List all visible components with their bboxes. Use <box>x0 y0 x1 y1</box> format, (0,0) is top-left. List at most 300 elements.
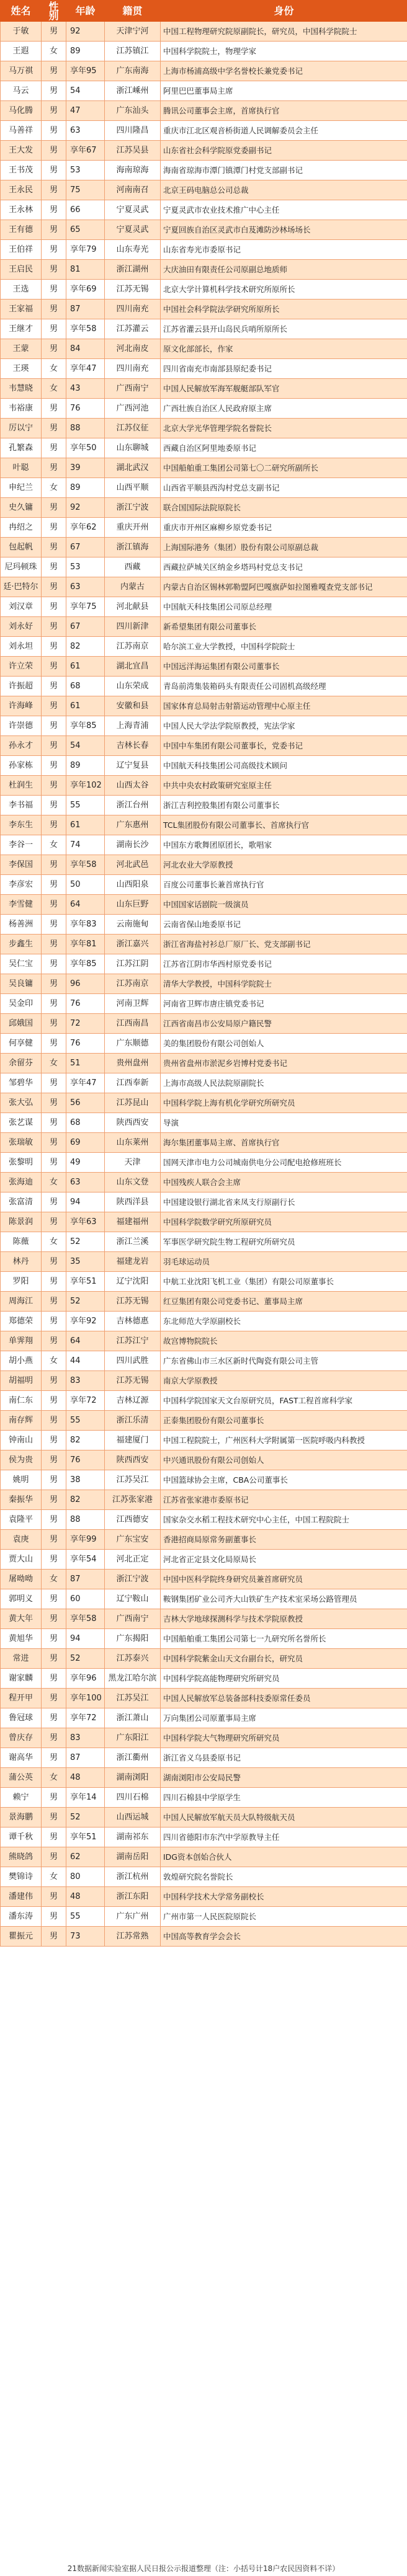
table-row <box>1 518 407 538</box>
cell-origin: 江苏江阴 <box>105 954 161 974</box>
cell-gender: 男 <box>42 319 66 339</box>
table-row <box>1 161 407 180</box>
table-row <box>1 1669 407 1689</box>
table-row <box>1 756 407 776</box>
cell-age: 68 <box>66 677 105 696</box>
cell-origin: 浙江宁波 <box>105 1570 161 1589</box>
table-row <box>1 577 407 597</box>
cell-name: 刘永坦 <box>1 637 42 657</box>
cell-gender: 女 <box>42 1232 66 1252</box>
cell-name: 许崇德 <box>1 716 42 736</box>
cell-name: 尼玛顿珠 <box>1 557 42 577</box>
cell-name: 于敏 <box>1 22 42 42</box>
cell-identity: 山东省社会科学院原党委副书记 <box>161 141 407 161</box>
cell-age: 享年54 <box>66 1550 105 1570</box>
source-footer: 21数据新闻实验室据人民日报公示报道整理（注：小括号计18户农民因资料不详） <box>0 2561 407 2576</box>
cell-age: 39 <box>66 458 105 478</box>
cell-name: 王永民 <box>1 180 42 200</box>
cell-identity: 香港招商局原常务副董事长 <box>161 1530 407 1550</box>
cell-origin: 吉林长春 <box>105 736 161 756</box>
cell-age: 享年96 <box>66 1669 105 1689</box>
cell-age: 76 <box>66 994 105 1014</box>
table-row <box>1 974 407 994</box>
cell-origin: 江苏南京 <box>105 974 161 994</box>
cell-gender: 女 <box>42 379 66 399</box>
table-row <box>1 1034 407 1054</box>
cell-identity: 四川省德阳市东汽中学原教导主任 <box>161 1828 407 1847</box>
cell-origin: 江苏无锡 <box>105 280 161 300</box>
cell-age: 享年92 <box>66 1312 105 1331</box>
table-row <box>1 1629 407 1649</box>
cell-gender: 男 <box>42 1629 66 1649</box>
cell-age: 73 <box>66 1927 105 1947</box>
cell-gender: 女 <box>42 835 66 855</box>
cell-gender: 男 <box>42 1371 66 1391</box>
header-origin: 籍贯 <box>105 1 161 22</box>
cell-gender: 男 <box>42 994 66 1014</box>
cell-age: 87 <box>66 300 105 319</box>
cell-gender: 男 <box>42 1133 66 1153</box>
cell-age: 47 <box>66 101 105 121</box>
cell-name: 黄旭华 <box>1 1629 42 1649</box>
cell-age: 52 <box>66 1649 105 1669</box>
cell-name: 潘建伟 <box>1 1887 42 1907</box>
cell-name: 袁庚 <box>1 1530 42 1550</box>
table-row <box>1 1530 407 1550</box>
cell-name: 邹碧华 <box>1 1073 42 1093</box>
cell-name: 何享健 <box>1 1034 42 1054</box>
cell-age: 94 <box>66 1629 105 1649</box>
cell-origin: 河北正定 <box>105 1550 161 1570</box>
cell-age: 享年62 <box>66 518 105 538</box>
cell-gender: 男 <box>42 1649 66 1669</box>
cell-identity: 江苏省灌云县开山岛民兵哨所原所长 <box>161 319 407 339</box>
cell-age: 享年79 <box>66 240 105 260</box>
cell-origin: 江苏泰兴 <box>105 1649 161 1669</box>
cell-age: 55 <box>66 1411 105 1431</box>
cell-name: 林丹 <box>1 1252 42 1272</box>
cell-age: 89 <box>66 42 105 61</box>
cell-origin: 江苏吴县 <box>105 141 161 161</box>
cell-age: 享年67 <box>66 141 105 161</box>
cell-identity: 中国中医科学院终身研究员兼首席研究员 <box>161 1570 407 1589</box>
cell-origin: 河北南皮 <box>105 339 161 359</box>
cell-age: 64 <box>66 1331 105 1351</box>
cell-identity: 万向集团公司原董事局主席 <box>161 1708 407 1728</box>
table-row <box>1 1887 407 1907</box>
cell-identity: 美的集团股份有限公司创始人 <box>161 1034 407 1054</box>
cell-name: 王书茂 <box>1 161 42 180</box>
cell-name: 程开甲 <box>1 1689 42 1708</box>
cell-gender: 男 <box>42 180 66 200</box>
table-row <box>1 1371 407 1391</box>
cell-gender: 男 <box>42 1252 66 1272</box>
header-name: 姓名 <box>1 1 42 22</box>
cell-origin: 四川南充 <box>105 359 161 379</box>
cell-age: 67 <box>66 538 105 557</box>
cell-name: 常进 <box>1 1649 42 1669</box>
table-row <box>1 280 407 300</box>
cell-name: 厉以宁 <box>1 419 42 438</box>
cell-origin: 西藏 <box>105 557 161 577</box>
table-row <box>1 458 407 478</box>
cell-gender: 女 <box>42 1570 66 1589</box>
cell-identity: 中国人民解放军航天员大队特级航天员 <box>161 1808 407 1828</box>
cell-origin: 河北献县 <box>105 597 161 617</box>
cell-identity: 中国中车集团有限公司董事长，党委书记 <box>161 736 407 756</box>
cell-age: 享年72 <box>66 1708 105 1728</box>
cell-identity: 正泰集团股份有限公司董事长 <box>161 1411 407 1431</box>
cell-age: 87 <box>66 1570 105 1589</box>
cell-origin: 江苏灌云 <box>105 319 161 339</box>
header-row <box>1 1 407 22</box>
cell-age: 享年72 <box>66 1391 105 1411</box>
table-row <box>1 1331 407 1351</box>
cell-origin: 浙江杭州 <box>105 1867 161 1887</box>
cell-origin: 广东阳江 <box>105 1728 161 1748</box>
cell-identity: 上海国际港务（集团）股份有限公司原副总裁 <box>161 538 407 557</box>
cell-name: 王蒙 <box>1 339 42 359</box>
cell-identity: 鞍钢集团矿业公司齐大山铁矿生产技术室采场公路管理员 <box>161 1589 407 1609</box>
cell-identity: 河北省正定县文化局原局长 <box>161 1550 407 1570</box>
table-row <box>1 1768 407 1788</box>
cell-gender: 男 <box>42 300 66 319</box>
cell-age: 43 <box>66 379 105 399</box>
cell-identity: 中国航天科技集团公司原总经理 <box>161 597 407 617</box>
cell-origin: 吉林辽源 <box>105 1391 161 1411</box>
cell-age: 享年47 <box>66 359 105 379</box>
cell-identity: 宁夏回族自治区灵武市白芨滩防沙林场场长 <box>161 220 407 240</box>
cell-gender: 男 <box>42 1550 66 1570</box>
cell-gender: 男 <box>42 1808 66 1828</box>
cell-age: 52 <box>66 1232 105 1252</box>
cell-name: 王永林 <box>1 200 42 220</box>
cell-origin: 河南南召 <box>105 180 161 200</box>
cell-origin: 江苏吴江 <box>105 1689 161 1708</box>
cell-age: 82 <box>66 1431 105 1450</box>
cell-identity: 哈尔滨工业大学教授，中国科学院院士 <box>161 637 407 657</box>
cell-gender: 男 <box>42 677 66 696</box>
cell-identity: 大庆油田有限责任公司原副总地质师 <box>161 260 407 280</box>
cell-age: 88 <box>66 419 105 438</box>
cell-origin: 江苏无锡 <box>105 1371 161 1391</box>
cell-gender: 女 <box>42 1768 66 1788</box>
cell-origin: 江西南昌 <box>105 1014 161 1034</box>
table-row <box>1 260 407 280</box>
cell-origin: 山西平顺 <box>105 478 161 498</box>
cell-age: 享年99 <box>66 1530 105 1550</box>
cell-age: 享年102 <box>66 776 105 796</box>
header-age: 年龄 <box>66 1 105 22</box>
table-row <box>1 796 407 815</box>
cell-origin: 江西奉新 <box>105 1073 161 1093</box>
table-row <box>1 1014 407 1034</box>
cell-identity: 中国工程物理研究院原副院长，研究员，中国科学院院士 <box>161 22 407 42</box>
cell-gender: 男 <box>42 1212 66 1232</box>
cell-identity: 中国科学技术大学常务副校长 <box>161 1887 407 1907</box>
cell-name: 马化腾 <box>1 101 42 121</box>
cell-gender: 男 <box>42 101 66 121</box>
cell-name: 李书福 <box>1 796 42 815</box>
cell-name: 瞿振元 <box>1 1927 42 1947</box>
cell-name: 王启民 <box>1 260 42 280</box>
cell-origin: 陕西西安 <box>105 1450 161 1470</box>
cell-identity: 中国建设银行湖北省来凤支行原副行长 <box>161 1193 407 1212</box>
cell-gender: 男 <box>42 399 66 419</box>
cell-name: 李保国 <box>1 855 42 875</box>
cell-name: 熊晓鸽 <box>1 1847 42 1867</box>
table-row <box>1 1510 407 1530</box>
cell-gender: 女 <box>42 42 66 61</box>
cell-age: 享年47 <box>66 1073 105 1093</box>
cell-gender: 男 <box>42 557 66 577</box>
table-row <box>1 200 407 220</box>
cell-age: 享年69 <box>66 280 105 300</box>
cell-gender: 男 <box>42 1689 66 1708</box>
table-row <box>1 1708 407 1728</box>
cell-identity: 山西省平顺县西沟村党总支副书记 <box>161 478 407 498</box>
cell-origin: 湖南长沙 <box>105 835 161 855</box>
cell-identity: 湖南浏阳市公安局民警 <box>161 1768 407 1788</box>
cell-identity: 国网天津市电力公司城南供电分公司配电抢修班班长 <box>161 1153 407 1173</box>
cell-name: 曾庆存 <box>1 1728 42 1748</box>
cell-gender: 男 <box>42 419 66 438</box>
cell-name: 王大发 <box>1 141 42 161</box>
table-row <box>1 617 407 637</box>
cell-gender: 男 <box>42 776 66 796</box>
cell-identity: 海尔集团董事局主席、首席执行官 <box>161 1133 407 1153</box>
cell-age: 53 <box>66 161 105 180</box>
cell-origin: 海南琼海 <box>105 161 161 180</box>
cell-gender: 男 <box>42 1450 66 1470</box>
cell-identity: 重庆市开州区麻柳乡原党委书记 <box>161 518 407 538</box>
cell-name: 杨善洲 <box>1 915 42 935</box>
table-row <box>1 1470 407 1490</box>
cell-age: 94 <box>66 1193 105 1212</box>
cell-identity: 中国科学院院士，物理学家 <box>161 42 407 61</box>
table-row <box>1 696 407 716</box>
cell-name: 屠呦呦 <box>1 1570 42 1589</box>
cell-name: 王继才 <box>1 319 42 339</box>
cell-identity: 中国人民解放军总装备部科技委原常任委员 <box>161 1689 407 1708</box>
table-row <box>1 1550 407 1570</box>
cell-name: 孙永才 <box>1 736 42 756</box>
cell-name: 王家福 <box>1 300 42 319</box>
cell-gender: 男 <box>42 974 66 994</box>
cell-identity: 浙江省海盐衬衫总厂原厂长、党支部副书记 <box>161 935 407 954</box>
cell-origin: 浙江东阳 <box>105 1887 161 1907</box>
table-row <box>1 240 407 260</box>
cell-gender: 男 <box>42 855 66 875</box>
table-row <box>1 22 407 42</box>
cell-name: 申纪兰 <box>1 478 42 498</box>
cell-gender: 男 <box>42 81 66 101</box>
cell-identity: 北京大学计算机科学技术研究所原所长 <box>161 280 407 300</box>
cell-age: 66 <box>66 200 105 220</box>
cell-name: 胡小燕 <box>1 1351 42 1371</box>
cell-origin: 福建龙岩 <box>105 1252 161 1272</box>
cell-identity: 浙江省义乌县委原书记 <box>161 1748 407 1768</box>
cell-gender: 男 <box>42 736 66 756</box>
cell-age: 75 <box>66 180 105 200</box>
cell-identity: 中国科学院国家天文台原研究员，FAST工程首席科学家 <box>161 1391 407 1411</box>
table-row <box>1 657 407 677</box>
cell-gender: 男 <box>42 597 66 617</box>
cell-age: 89 <box>66 756 105 776</box>
cell-identity: 中国国家话剧院一级演员 <box>161 895 407 915</box>
table-row <box>1 319 407 339</box>
cell-name: 韦慧晓 <box>1 379 42 399</box>
cell-gender: 男 <box>42 1748 66 1768</box>
cell-origin: 陕西洋县 <box>105 1193 161 1212</box>
cell-origin: 四川武胜 <box>105 1351 161 1371</box>
cell-origin: 山东荣成 <box>105 677 161 696</box>
cell-origin: 黑龙江哈尔滨 <box>105 1669 161 1689</box>
cell-gender: 男 <box>42 1292 66 1312</box>
cell-origin: 福建福州 <box>105 1212 161 1232</box>
cell-gender: 男 <box>42 1828 66 1847</box>
cell-identity: 中国远洋海运集团有限公司董事长 <box>161 657 407 677</box>
table-row <box>1 1391 407 1411</box>
cell-gender: 男 <box>42 756 66 776</box>
cell-age: 76 <box>66 1034 105 1054</box>
cell-identity: 海南省琼海市潭门镇潭门村党支部副书记 <box>161 161 407 180</box>
table-row <box>1 1867 407 1887</box>
cell-identity: 中国人民大学法学院原教授，宪法学家 <box>161 716 407 736</box>
cell-name: 谭千秋 <box>1 1828 42 1847</box>
cell-identity: 河南省卫辉市唐庄镇党委书记 <box>161 994 407 1014</box>
cell-origin: 山东聊城 <box>105 438 161 458</box>
cell-gender: 男 <box>42 1431 66 1450</box>
table-row <box>1 1153 407 1173</box>
cell-origin: 重庆开州 <box>105 518 161 538</box>
cell-identity: 中国篮球协会主席，CBA公司董事长 <box>161 1470 407 1490</box>
cell-name: 马万祺 <box>1 61 42 81</box>
cell-gender: 男 <box>42 637 66 657</box>
cell-name: 陈薇 <box>1 1232 42 1252</box>
cell-age: 64 <box>66 895 105 915</box>
table-row <box>1 1113 407 1133</box>
cell-name: 李彦宏 <box>1 875 42 895</box>
table-row <box>1 1748 407 1768</box>
cell-origin: 云南施甸 <box>105 915 161 935</box>
cell-age: 56 <box>66 1093 105 1113</box>
cell-gender: 男 <box>42 1669 66 1689</box>
cell-identity: 四川省南充市南部县原纪委书记 <box>161 359 407 379</box>
cell-identity: 中航工业沈阳飞机工业（集团）有限公司原董事长 <box>161 1272 407 1292</box>
cell-gender: 男 <box>42 1907 66 1927</box>
cell-origin: 山东莱州 <box>105 1133 161 1153</box>
cell-gender: 男 <box>42 1113 66 1133</box>
cell-identity: 中国东方歌舞团原团长，歌唱家 <box>161 835 407 855</box>
cell-name: 胡福明 <box>1 1371 42 1391</box>
cell-identity: 吉林大学地球探测科学与技术学院原教授 <box>161 1609 407 1629</box>
table-row <box>1 478 407 498</box>
cell-gender: 男 <box>42 1708 66 1728</box>
cell-origin: 广西河池 <box>105 399 161 419</box>
cell-identity: 贵州省盘州市淤泥乡岩博村党委书记 <box>161 1054 407 1073</box>
cell-identity: 江苏省江阴市华西村原党委书记 <box>161 954 407 974</box>
table-row <box>1 875 407 895</box>
cell-gender: 男 <box>42 339 66 359</box>
cell-name: 郑德荣 <box>1 1312 42 1331</box>
cell-identity: 四川石棉县中学原学生 <box>161 1788 407 1808</box>
cell-age: 63 <box>66 121 105 141</box>
cell-origin: 四川南充 <box>105 300 161 319</box>
cell-origin: 吉林德惠 <box>105 1312 161 1331</box>
cell-origin: 陕西西安 <box>105 1113 161 1133</box>
cell-name: 包起帆 <box>1 538 42 557</box>
cell-gender: 男 <box>42 458 66 478</box>
cell-origin: 上海青浦 <box>105 716 161 736</box>
cell-name: 秦振华 <box>1 1490 42 1510</box>
cell-origin: 山西太谷 <box>105 776 161 796</box>
table-row <box>1 935 407 954</box>
cell-gender: 男 <box>42 716 66 736</box>
cell-age: 84 <box>66 339 105 359</box>
cell-name: 孙家栋 <box>1 756 42 776</box>
cell-age: 81 <box>66 260 105 280</box>
cell-identity: 故宫博物院院长 <box>161 1331 407 1351</box>
cell-identity: 上海市杨浦高级中学名誉校长兼党委书记 <box>161 61 407 81</box>
cell-age: 76 <box>66 399 105 419</box>
table-row <box>1 1609 407 1629</box>
cell-gender: 男 <box>42 895 66 915</box>
cell-origin: 内蒙古 <box>105 577 161 597</box>
cell-gender: 男 <box>42 1034 66 1054</box>
header-identity: 身份 <box>161 1 407 22</box>
cell-name: 许立荣 <box>1 657 42 677</box>
cell-age: 61 <box>66 657 105 677</box>
cell-age: 44 <box>66 1351 105 1371</box>
table-row <box>1 994 407 1014</box>
cell-age: 享年58 <box>66 855 105 875</box>
cell-name: 周海江 <box>1 1292 42 1312</box>
cell-origin: 江苏镇江 <box>105 42 161 61</box>
table-row <box>1 419 407 438</box>
cell-name: 钟南山 <box>1 1431 42 1450</box>
cell-age: 74 <box>66 835 105 855</box>
cell-identity: 西藏自治区阿里地委原书记 <box>161 438 407 458</box>
cell-name: 贾大山 <box>1 1550 42 1570</box>
cell-origin: 辽宁沈阳 <box>105 1272 161 1292</box>
cell-identity: 江西省南昌市公安局原户籍民警 <box>161 1014 407 1034</box>
cell-age: 52 <box>66 1292 105 1312</box>
cell-identity: 青岛前湾集装箱码头有限责任公司固机高级经理 <box>161 677 407 696</box>
cell-gender: 男 <box>42 815 66 835</box>
cell-age: 享年85 <box>66 954 105 974</box>
cell-identity: 河北农业大学原教授 <box>161 855 407 875</box>
cell-gender: 男 <box>42 1411 66 1431</box>
cell-age: 享年75 <box>66 597 105 617</box>
cell-age: 82 <box>66 637 105 657</box>
cell-gender: 男 <box>42 280 66 300</box>
table-row <box>1 1788 407 1808</box>
cell-age: 72 <box>66 1014 105 1034</box>
cell-name: 张瑞敏 <box>1 1133 42 1153</box>
cell-age: 82 <box>66 1490 105 1510</box>
cell-age: 38 <box>66 1470 105 1490</box>
cell-age: 67 <box>66 617 105 637</box>
cell-gender: 男 <box>42 1312 66 1331</box>
cell-name: 许海峰 <box>1 696 42 716</box>
cell-identity: 广东省佛山市三水区新时代陶瓷有限公司主管 <box>161 1351 407 1371</box>
table-row <box>1 1907 407 1927</box>
cell-name: 张大弘 <box>1 1093 42 1113</box>
cell-identity: 军事医学研究院生物工程研究所研究员 <box>161 1232 407 1252</box>
cell-origin: 江西德安 <box>105 1510 161 1530</box>
cell-identity: 原文化部部长，作家 <box>161 339 407 359</box>
